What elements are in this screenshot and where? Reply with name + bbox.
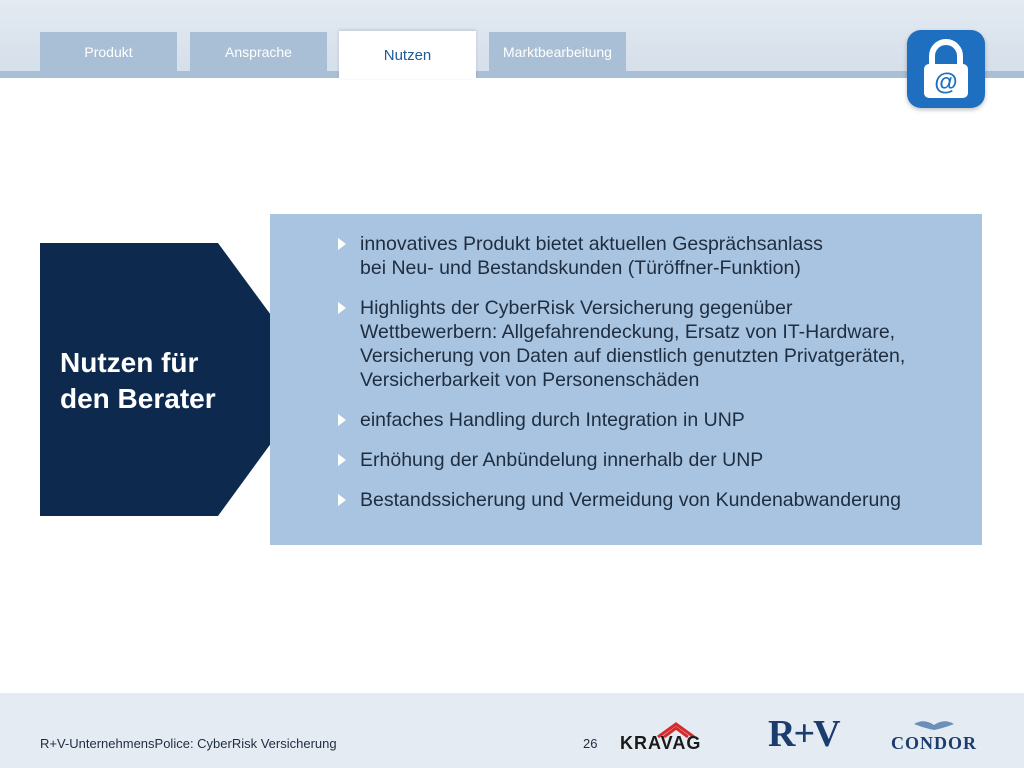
footer-title: R+V-UnternehmensPolice: CyberRisk Versicherung: [40, 736, 337, 751]
svg-text:@: @: [934, 69, 958, 96]
footer: [0, 693, 1024, 768]
top-band-line: [0, 71, 1024, 78]
bullet-line: Wettbewerbern: Allgefahrendeckung, Ersatz von IT-Hardware,: [360, 321, 896, 343]
bullet-line: Erhöhung der Anbündelung innerhalb der UNP: [360, 449, 764, 471]
tab-ansprache[interactable]: Ansprache: [190, 32, 327, 72]
kravag-logo-text: KRAVAG: [620, 733, 702, 753]
section-title-line2: den Berater: [60, 383, 216, 414]
section-title-line1: Nutzen für: [60, 347, 199, 378]
tab-marktbearbeitung[interactable]: Marktbearbeitung: [489, 32, 626, 72]
bullet-line: innovatives Produkt bietet aktuellen Gesprächsanlass: [360, 233, 823, 255]
bullet-line: Versicherbarkeit von Personenschäden: [360, 369, 700, 391]
triangle-right-icon: [338, 454, 346, 466]
rv-logo: R+V: [768, 713, 839, 755]
triangle-right-icon: [338, 238, 346, 250]
page-number: 26: [583, 736, 598, 751]
triangle-right-icon: [338, 414, 346, 426]
condor-logo: [878, 718, 990, 754]
bullet-line: Bestandssicherung und Vermeidung von Kundenabwanderung: [360, 489, 901, 511]
section-title: [60, 345, 260, 417]
lock-at-icon: [907, 30, 985, 108]
tab-nutzen[interactable]: Nutzen: [339, 31, 476, 79]
list-item: [338, 296, 978, 392]
triangle-right-icon: [338, 494, 346, 506]
bullet-line: einfaches Handling durch Integration in UNP: [360, 409, 745, 431]
bullet-line: Highlights der CyberRisk Versicherung gegenüber: [360, 297, 793, 319]
condor-logo-text: CONDOR: [891, 733, 977, 753]
list-item: [338, 488, 978, 512]
list-item: [338, 232, 978, 280]
kravag-logo: [620, 722, 735, 754]
list-item: [338, 408, 978, 432]
benefits-list: [338, 232, 978, 528]
triangle-right-icon: [338, 302, 346, 314]
bullet-line: bei Neu- und Bestandskunden (Türöffner-Funktion): [360, 257, 801, 279]
bullet-line: Versicherung von Daten auf dienstlich genutzten Privatgeräten,: [360, 345, 906, 367]
list-item: [338, 448, 978, 472]
tab-produkt[interactable]: Produkt: [40, 32, 177, 72]
